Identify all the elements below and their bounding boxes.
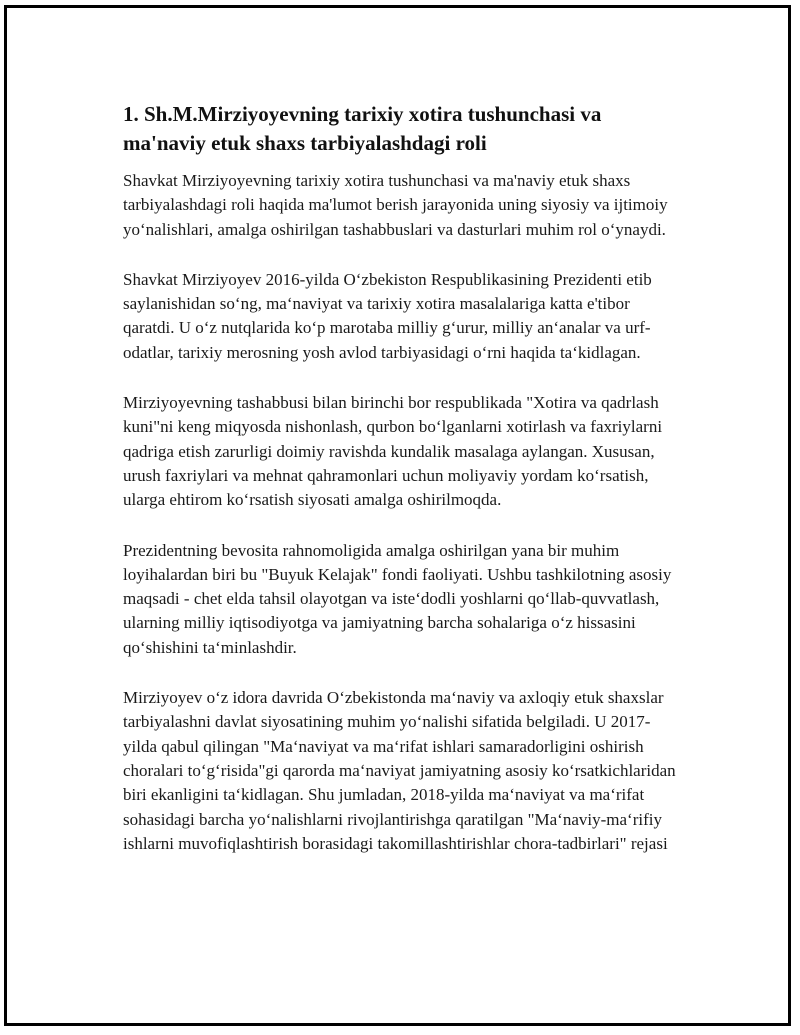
page-frame	[4, 5, 791, 1026]
paragraph-5: Mirziyoyev o‘z idora davrida O‘zbekistonda ma‘naviy va axloqiy etuk shaxslar tarbiyalashni davlat siyosatining muhim yo‘nalishi sifatida belgiladi. U 2017-yilda qabul qilingan "Ma‘naviyat va ma‘rifat ishlari samaradorligini oshirish choralari to‘g‘risida"gi qarorda ma‘naviyat jamiyatning asosiy ko‘rsatkichlaridan biri ekanligini ta‘kidlagan. Shu jumladan, 2018-yilda ma‘naviyat va ma‘rifat sohasidagi barcha yo‘nalishlarni rivojlantirishga qaratilgan "Ma‘naviy-ma‘rifiy ishlarni muvofiqlashtirish borasidagi takomillashtirishlar chora-tadbirlari" rejasi	[123, 688, 676, 853]
paragraph-2: Shavkat Mirziyoyev 2016-yilda O‘zbekiston Respublikasining Prezidenti etib saylanishidan so‘ng, ma‘naviyat va tarixiy xotira masalalariga katta e'tibor qaratdi. U o‘z nutqlarida ko‘p marotaba milliy g‘urur, milliy an‘analar va urf-odatlar, tarixiy merosning yosh avlod tarbiyasidagi o‘rni haqida ta‘kidlagan.	[123, 269, 652, 362]
section-heading: 1. Sh.M.Mirziyoyevning tarixiy xotira tushunchasi va ma'naviy etuk shaxs tarbiyalashdagi roli	[123, 102, 602, 155]
document-body	[123, 100, 683, 856]
paragraph-3: Mirziyoyevning tashabbusi bilan birinchi bor respublikada "Xotira va qadrlash kuni"ni keng miqyosda nishonlash, qurbon bo‘lganlarni xotirlash va faxriylarni qadriga etish zarurligi doimiy ravishda kundalik masalaga aylangan. Xususan, urush faxriylari va mehnat qahramonlari uchun moliyaviy yordam ko‘rsatish, ularga ehtirom ko‘rsatish siyosati amalga oshirilmoqda.	[123, 393, 663, 510]
paragraph-1: Shavkat Mirziyoyevning tarixiy xotira tushunchasi va ma'naviy etuk shaxs tarbiyalashdagi roli haqida ma'lumot berish jarayonida uning siyosiy va ijtimoiy yo‘nalishlari, amalga oshirilgan tashabbuslari va dasturlari muhim rol o‘ynaydi.	[123, 171, 668, 239]
paragraph-4: Prezidentning bevosita rahnomoligida amalga oshirilgan yana bir muhim loyihalardan biri bu "Buyuk Kelajak" fondi faoliyati. Ushbu tashkilotning asosiy maqsadi - chet elda tahsil olayotgan va iste‘dodli yoshlarni qo‘llab-quvvatlash, ularning milliy iqtisodiyotga va jamiyatning barcha sohalariga o‘z hissasini qo‘shishini ta‘minlashdir.	[123, 540, 672, 657]
